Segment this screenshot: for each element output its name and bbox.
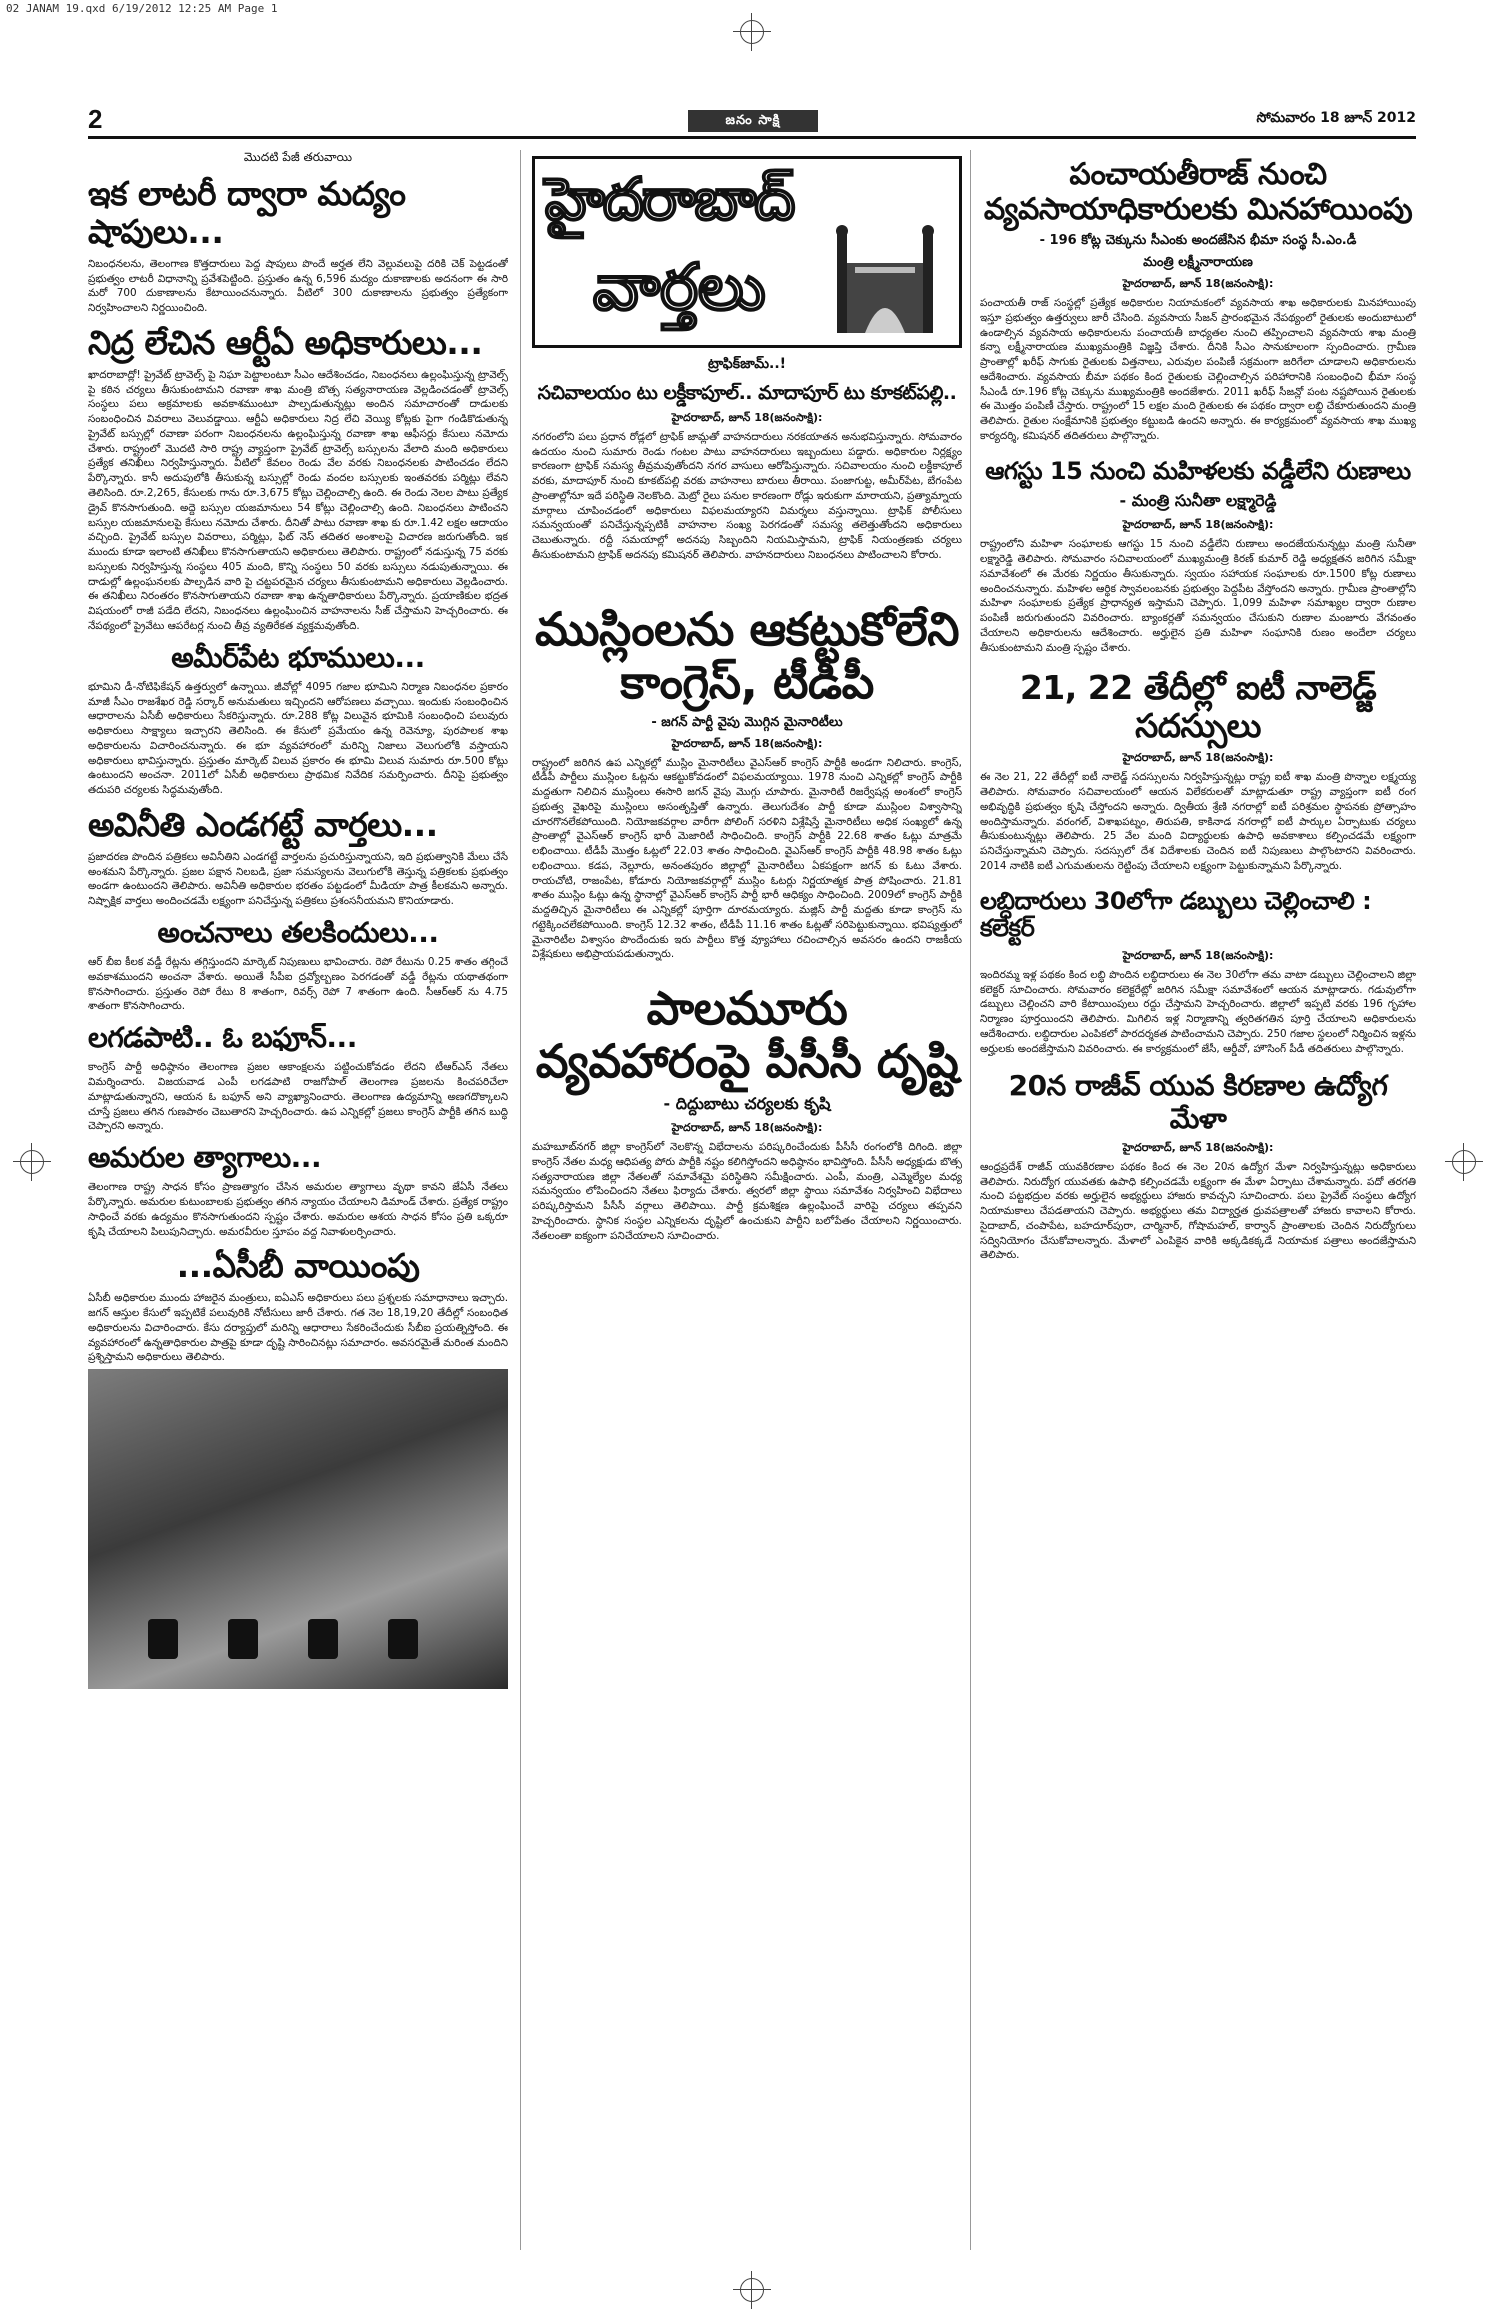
dateline: హైదరాబాద్, జూన్ 18(జనంసాక్షి): [671,410,823,424]
page-header [88,106,1416,139]
issue-date: సోమవారం 18 జూన్ 2012 [1256,110,1416,126]
article-body: ఏసీబీ అధికారుల ముందు హాజరైన మంత్రులు, ఐఏఎస్ అధికారులు పలు ప్రశ్నలకు సమాధానాలు ఇచ్చారు. జగన్ ఆస్తుల కేసులో ఇప్పటికే పలువురికి నోటీసులు జారీ చేశారు. గత నెల 18,19,20 తేదీల్లో సంబంధిత అధికారులను విచారించారు. కేసు దర్యాప్తులో మరిన్ని ఆధారాలు సేకరించేందుకు సీబీఐ ప్రయత్నిస్తోంది. ఈ వ్యవహారంలో ఉన్నతాధికారుల పాత్రపై కూడా దృష్టి సారించినట్లు సమాచారం. అవసరమైతే మరింత మందిని ప్రశ్నిస్తామని అధికారులు తెలిపారు. [88,1292,508,1364]
press-conference-photo [88,1369,508,1689]
headline: నిద్ర లేచిన ఆర్టీఏ అధికారులు... [88,322,483,362]
hyderabad-news-banner [532,156,962,348]
dateline: హైదరాబాద్, జూన్ 18(జనంసాక్షి): [1122,751,1274,765]
microphone-icon [308,1619,338,1659]
headline: 20న రాజీవ్ యువ కిరణాల ఉద్యోగ మేళా [1008,1069,1388,1135]
crop-mark-icon [1452,1150,1476,1174]
subheadline: - మంత్రి సునీతా లక్ష్మారెడ్డి [1119,491,1277,511]
subheadline: - దిద్దుబాటు చర్యలకు కృషి [663,1094,831,1114]
article-body: ఆర్ బీఐ కీలక వడ్డీ రేట్లను తగ్గిస్తుందని మార్కెట్ నిపుణులు భావించారు. రెపో రేటును 0.25 శాతం తగ్గించే అవకాశముందని అంచనా వేశారు. అయితే సీపీఐ ద్రవ్యోల్బణం పెరగడంతో వడ్డీ రేట్లను యథాతథంగా కొనసాగించారు. ప్రస్తుతం రెపో రేటు 8 శాతంగా, రివర్స్ రెపో 7 శాతంగా ఉంది. సీఆర్ఆర్ ను 4.75 శాతంగా కొనసాగించారు. [88,956,508,1013]
headline: 21, 22 తేదీల్లో ఐటీ నాలెడ్జ్ సదస్సులు [1019,668,1377,746]
column-left [88,150,508,2260]
headline: అంచనాలు తలకిందులు... [157,915,439,949]
headline: అమీర్‌పేట భూములు... [171,640,425,674]
article-body: ఆంధ్రప్రదేశ్ రాజీవ్ యువకిరణాల పథకం కింద ఈ నెల 20న ఉద్యోగ మేళా నిర్వహిస్తున్నట్లు అధికారులు తెలిపారు. నిరుద్యోగ యువతకు ఉపాధి కల్పించడమే లక్ష్యంగా ఈ మేళా ఏర్పాటు చేశామన్నారు. పదో తరగతి నుంచి పట్టభద్రుల వరకు అర్హులైన అభ్యర్థులు హాజరు కావచ్చని సూచించారు. పలు ప్రైవేట్ సంస్థలు ఉద్యోగ నియామకాలు చేపడతాయని చెప్పారు. అభ్యర్థులు తమ విద్యార్హత ధ్రువపత్రాలతో హాజరు కావాలని కోరారు. సైదాబాద్, చంపాపేట, బహదూర్‌పురా, చార్మినార్, గోషామహల్, కార్వాన్ ప్రాంతాలకు చెందిన నిరుద్యోగులు సద్వినియోగం చేసుకోవాలన్నారు. మేళాలో ఎంపికైన వారికి అక్కడికక్కడే నియామక పత్రాలు అందజేస్తామని తెలిపారు. [980,1160,1416,1262]
headline: లబ్ధిదారులు 30లోగా డబ్బులు చెల్లించాలి : కలెక్టర్ [980,886,1372,943]
article-body: ప్రజాదరణ పొందిన పత్రికలు అవినీతిని ఎండగట్టే వార్తలను ప్రచురిస్తున్నాయని, ఇది ప్రభుత్వానికి మేలు చేసే అంశమని పేర్కొన్నారు. ప్రజల పక్షాన నిలబడి, ప్రజా సమస్యలను వెలుగులోకి తెస్తున్న పత్రికలకు ప్రభుత్వం అండగా ఉంటుందని తెలిపారు. అవినీతి అధికారుల భరతం పట్టడంలో మీడియా పాత్ర కీలకమని అన్నారు. నిష్పాక్షిక వార్తలు అందించడమే లక్ష్యంగా పనిచేస్తున్న పత్రికలు ప్రశంసనీయమని కొనియాడారు. [88,850,508,908]
dateline: హైదరాబాద్, జూన్ 18(జనంసాక్షి): [1122,518,1274,532]
masthead-logo: జనం సాక్షి [688,110,818,132]
subheadline: - జగన్ పార్టీ వైపు మొగ్గిన మైనారిటీలు [651,714,843,730]
charminar-icon [825,223,945,333]
crop-mark-icon [740,20,764,44]
crop-mark-icon [20,1150,44,1174]
continuation-kicker: మొదటి పేజీ తరువాయి [243,150,353,164]
headline: ముస్లింలను ఆకట్టుకోలేని కాంగ్రెస్, టీడీపీ [534,601,960,709]
article-body: తెలంగాణ రాష్ట్ర సాధన కోసం ప్రాణత్యాగం చేసిన అమరుల త్యాగాలు వృథా కావని జేఏసీ నేతలు పేర్కొన్నారు. అమరుల కుటుంబాలకు ప్రభుత్వం తగిన న్యాయం చేయాలని డిమాండ్ చేశారు. ప్రత్యేక రాష్ట్రం సాధించే వరకు ఉద్యమం కొనసాగుతుందని స్పష్టం చేశారు. అమరుల ఆశయ సాధన కోసం ప్రతి ఒక్కరూ కృషి చేయాలని పిలుపునిచ్చారు. అమరవీరుల స్తూపం వద్ద నివాళులర్పించారు. [88,1181,508,1238]
crop-mark-icon [740,2278,764,2302]
article-body: కాంగ్రెస్ పార్టీ అధిష్ఠానం తెలంగాణ ప్రజల ఆకాంక్షలను పట్టించుకోవడం లేదని టీఆర్ఎస్ నేతలు విమర్శించారు. విజయవాడ ఎంపీ లగడపాటి రాజగోపాల్ తెలంగాణ ప్రజలను కించపరిచేలా మాట్లాడుతున్నారని, ఆయన ఓ బఫూన్ అని వ్యాఖ్యానించారు. తెలంగాణ ఉద్యమాన్ని అణగదొక్కాలని చూస్తే ప్రజలు తగిన గుణపాఠం చెబుతారని హెచ్చరించారు. ఉప ఎన్నికల్లో ప్రజలు కాంగ్రెస్ పార్టీకి తగిన బుద్ధి చెప్పారని అన్నారు. [88,1061,508,1133]
article-body: ఇందిరమ్మ ఇళ్ల పథకం కింద లబ్ధి పొందిన లబ్ధిదారులు ఈ నెల 30లోగా తమ వాటా డబ్బులు చెల్లించాలని జిల్లా కలెక్టర్ సూచించారు. సోమవారం కలెక్టరేట్లో జరిగిన సమీక్షా సమావేశంలో ఆయన మాట్లాడారు. గడువులోగా డబ్బులు చెల్లించని వారి కేటాయింపులు రద్దు చేస్తామని హెచ్చరించారు. జిల్లాలో ఇప్పటి వరకు 196 గృహాల నిర్మాణం పూర్తయిందని తెలిపారు. మిగిలిన ఇళ్ల నిర్మాణాన్ని త్వరితగతిన పూర్తి చేయాలని అధికారులను ఆదేశించారు. లబ్ధిదారుల ఎంపికలో పారదర్శకత పాటించామని చెప్పారు. 250 గజాల స్థలంలో నిర్మించిన ఇళ్లను అర్హులకు అందజేస్తామని వివరించారు. ఈ కార్యక్రమంలో జేసీ, ఆర్డీవో, హౌసింగ్ పీడీ తదితరులు పాల్గొన్నారు. [980,968,1416,1055]
headline: లగడపాటి.. ఓ బఫూన్... [88,1021,357,1055]
dateline: హైదరాబాద్, జూన్ 18(జనంసాక్షి): [671,736,823,750]
microphone-icon [388,1619,418,1659]
column-rule [970,150,971,2250]
headline: పాలమూరు వ్యవహారంపై పీసీసీ దృష్టి [535,981,959,1089]
column-right [980,150,1416,2260]
dateline: హైదరాబాద్, జూన్ 18(జనంసాక్షి): [1122,277,1274,290]
article-body: పంచాయతీ రాజ్ సంస్థల్లో ప్రత్యేక అధికారుల నియామకంలో వ్యవసాయ శాఖ అధికారులకు మినహాయింపు ఇస్తూ ప్రభుత్వం ఉత్తర్వులు జారీ చేసింది. వ్యవసాయ సీజన్ ప్రారంభమైన నేపథ్యంలో రైతులకు అందుబాటులో ఉండాల్సిన వ్యవసాయ అధికారులను పంచాయతీ బాధ్యతల నుంచి తప్పించాలని వ్యవసాయ శాఖ మంత్రి కన్నా లక్ష్మీనారాయణ ముఖ్యమంత్రికి విజ్ఞప్తి చేశారు. దీనికి సీఎం సానుకూలంగా స్పందించారు. గ్రామీణ ప్రాంతాల్లో ఖరీఫ్ సాగుకు రైతులకు విత్తనాలు, ఎరువుల పంపిణీ సక్రమంగా జరిగేలా చూడాలని అధికారులను ఆదేశించారు. వ్యవసాయ బీమా పథకం కింద రైతులకు చెల్లించాల్సిన పరిహారానికి సంబంధించి భీమా సంస్థ సీఎండీ రూ.196 కోట్ల చెక్కును ముఖ్యమంత్రికి అందజేశారు. 2011 ఖరీఫ్ సీజన్లో పంట నష్టపోయిన రైతులకు ఈ మొత్తం పంపిణీ చేస్తారు. రాష్ట్రంలో 15 లక్షల మంది రైతులకు ఈ పథకం ద్వారా లబ్ధి చేకూరుతుందని మంత్రి తెలిపారు. రైతుల సంక్షేమానికి ప్రభుత్వం కట్టుబడి ఉందని అన్నారు. ఈ కార్యక్రమంలో వ్యవసాయ శాఖ ముఖ్య కార్యదర్శి, కమిషనర్ తదితరులు పాల్గొన్నారు. [980,297,1416,442]
headline: పంచాయతీరాజ్ నుంచి వ్యవసాయాధికారులకు మినహాయింపు [983,157,1413,227]
headline: ఆగస్టు 15 నుంచి మహిళలకు వడ్డీలేని రుణాలు [985,456,1411,485]
subheadline: మంత్రి లక్ష్మీనారాయణ [1143,255,1253,270]
headline: ఇక లాటరీ ద్వారా మద్యం షాపులు... [88,174,406,251]
article-body: నిబంధనలను, తెలంగాణ కొత్తదారులు పెద్ద షాపులు పొందే అర్హత లేని వెల్లువలుపై దరికి చెక్ పెట్టడంతో ప్రభుత్వం లాటరీ విధానాన్ని ప్రవేశపెట్టింది. ప్రస్తుతం ఉన్న 6,596 మద్యం దుకాణాలకు అదనంగా ఈ సారి మరో 700 దుకాణాలను కేటాయించనున్నారు. వీటిలో 300 దుకాణాలను ప్రభుత్వం ప్రత్యేకంగా నిర్వహించాలని నిర్ణయించింది. [88,257,508,315]
dateline: హైదరాబాద్, జూన్ 18(జనంసాక్షి): [1122,1140,1274,1154]
microphone-icon [148,1619,178,1659]
article-body: రాష్ట్రంలోని మహిళా సంఘాలకు ఆగస్టు 15 నుంచి వడ్డీలేని రుణాలు అందజేయనున్నట్లు మంత్రి సునీతా లక్ష్మారెడ్డి తెలిపారు. సోమవారం సచివాలయంలో ముఖ్యమంత్రి కిరణ్ కుమార్ రెడ్డి అధ్యక్షతన జరిగిన సమీక్షా సమావేశంలో ఈ మేరకు నిర్ణయం తీసుకున్నారు. స్వయం సహాయక సంఘాలకు రూ.1500 కోట్ల రుణాలు అందించనున్నారు. మహిళల ఆర్థిక స్వావలంబనకు ప్రభుత్వం పెద్దపీట వేస్తోందని అన్నారు. గ్రామీణ ప్రాంతాల్లోని మహిళా సంఘాలకు ప్రత్యేక ప్రాధాన్యత ఇస్తామని చెప్పారు. 1,099 మహిళా సమాఖ్యల ద్వారా రుణాల పంపిణీ జరుగుతుందని వివరించారు. బ్యాంకర్లతో సమన్వయం చేసుకుని రుణాల మంజూరు వేగవంతం చేయాలని అధికారులను ఆదేశించారు. అర్హులైన ప్రతి మహిళా సంఘానికి రుణం అందేలా చర్యలు తీసుకుంటామని మంత్రి స్పష్టం చేశారు. [980,538,1416,654]
dateline: హైదరాబాద్, జూన్ 18(జనంసాక్షి): [671,1121,823,1135]
article-body: ఖాదరాబాద్లో! ప్రైవేట్ ట్రావెల్స్ పై నిఘా పెట్టాలంటూ సీఎం ఆదేశించడం, నిబంధనలు ఉల్లంఘిస్తున్న ట్రావెల్స్ పై కఠిన చర్యలు తీసుకుంటామని రవాణా శాఖ మంత్రి బొత్స సత్యనారాయణ వెల్లడించడంతో ట్రావెల్స్ సంస్థలు పలు అక్రమాలకు అవకాశముంటూ పాల్పడుతున్నట్లు అందిన సమాచారంతో దాడులకు సంబంధించిన వివరాలు వెలువడ్డాయి. ఆర్టీఏ అధికారులు నిద్ర లేచి వెయ్యి కోట్లకు పైగా గండికొడుతున్న ప్రైవేట్ బస్సుల్లో రవాణా పరంగా నిబంధనలను ఉల్లంఘిస్తున్న రవాణా శాఖ ఆఫీసర్లు కేసులు నమోదు చేశారు. రాష్ట్రంలో మొదటి సారి రాష్ట్ర వ్యాప్తంగా ప్రైవేట్ ట్రావెల్స్ బస్సులను వేలాది మంది అధికారులు ప్రత్యేక తనిఖీలు నిర్వహిస్తున్నారు. వీటిలో కేవలం రెండు వేల వరకు నిబంధనలకు పాటించడం లేదని పేర్కొన్నారు. కానీ అదుపులోకి తీసుకున్న బస్సుల్లో రెండు వందల బస్సులకు ఇంతవరకు పర్మిట్లు లేవని తెలిసింది. రూ.2,265, కేసులకు గాను రూ.3,675 కోట్లు చెల్లించాల్సి ఉంది. ఈ రెండు నెలల పాటు ప్రత్యేక డ్రైవ్ కొనసాగుతుంది. అద్దె బస్సుల యజమానులు 54 కోట్లు చెల్లించాల్సి ఉంది. నిబంధనలు పాటించని బస్సుల యజమానులపై కేసులు నమోదు చేశారు. దీనితో పాటు రవాణా శాఖ కు రూ.1.42 లక్షల ఆదాయం వచ్చింది. ప్రైవేట్ బస్సుల వివరాలు, పర్మిట్లు, ఫిట్ నెస్ తదితర అంశాలపై విచారణ జరుగుతోంది. ఇక ముందు కూడా ఇలాంటి తనిఖీలు కొనసాగుతాయని అధికారులు తెలిపారు. రాష్ట్రంలో నడుస్తున్న 75 వరకు బస్సులకు నిర్వహిస్తున్న సంస్థలు 405 మంది, కొన్ని సంస్థలు 50 వరకు బస్సులు నడుపుతున్నాయి. ఈ దాడుల్లో ఉల్లంఘనలకు పాల్పడిన వారి పై చట్టపరమైన చర్యలు తీసుకుంటామని అధికారులు వెల్లడించారు. ఈ తనిఖీలు నిరంతరం కొనసాగుతాయని రవాణా శాఖ ఉన్నతాధికారులు పేర్కొన్నారు. ప్రయాణికుల భద్రత విషయంలో రాజీ పడేది లేదని, నిబంధనలు ఉల్లంఘించిన వాహనాలను సీజ్ చేస్తామని హెచ్చరించారు. ఈ నేపథ్యంలో ప్రైవేటు ఆపరేటర్ల నుంచి తీవ్ర వ్యతిరేకత వ్యక్తమవుతోంది. [88,368,508,632]
dateline: హైదరాబాద్, జూన్ 18(జనంసాక్షి): [1122,948,1274,962]
headline: సచివాలయం టు లక్డీకాపూల్.. మాదాపూర్ టు కూకట్‌పల్లి.. [537,382,957,404]
article-body: రాష్ట్రంలో జరిగిన ఉప ఎన్నికల్లో ముస్లిం మైనారిటీలు వైఎస్ఆర్ కాంగ్రెస్ పార్టీకి అండగా నిలిచారు. కాంగ్రెస్, టీడీపీ పార్టీలు ముస్లింల ఓట్లను ఆకట్టుకోవడంలో విఫలమయ్యాయి. 1978 నుంచి ఎన్నికల్లో కాంగ్రెస్ పార్టీకి మద్దతుగా నిలిచిన ముస్లింలు ఈసారి జగన్ వైపు మొగ్గు చూపారు. మైనారిటీ రిజర్వేషన్ల అంశంలో కాంగ్రెస్ ప్రభుత్వ వైఖరిపై ముస్లింలు అసంతృప్తితో ఉన్నారు. తెలుగుదేశం పార్టీ కూడా ముస్లింల విశ్వాసాన్ని చూరగొనలేకపోయింది. నియోజకవర్గాల వారీగా పోలింగ్ సరళిని విశ్లేషిస్తే మైనారిటీలు అధిక సంఖ్యలో ఉన్న ప్రాంతాల్లో వైఎస్ఆర్ కాంగ్రెస్ భారీ మెజారిటీ సాధించింది. కాంగ్రెస్ పార్టీకి 22.68 శాతం ఓట్లు మాత్రమే లభించాయి. టీడీపీ మొత్తం ఓట్లలో 22.03 శాతం సాధించింది. వైఎస్ఆర్ కాంగ్రెస్ పార్టీకి 48.98 శాతం ఓట్లు లభించాయి. కడప, నెల్లూరు, అనంతపురం జిల్లాల్లో మైనారిటీలు ఏకపక్షంగా జగన్ కు ఓటు వేశారు. రాయచోటి, రాజంపేట, కోడూరు నియోజకవర్గాల్లో ముస్లిం ఓటర్లు నిర్ణయాత్మక పాత్ర పోషించారు. 21.81 శాతం ముస్లిం ఓట్లు ఉన్న స్థానాల్లో వైఎస్ఆర్ కాంగ్రెస్ పార్టీ భారీ ఆధిక్యం సాధించింది. 2009లో కాంగ్రెస్ పార్టీకి మద్దతిచ్చిన మైనారిటీలు ఈ ఎన్నికల్లో పూర్తిగా దూరమయ్యారు. మజ్లిస్ పార్టీ మద్దతు కూడా కాంగ్రెస్ ను గట్టెక్కించలేకపోయింది. కాంగ్రెస్ 12.32 శాతం, టీడీపీ 11.16 శాతం ఓట్లతో సరిపెట్టుకున్నాయి. భవిష్యత్తులో మైనారిటీల విశ్వాసం పొందేందుకు ఇరు పార్టీలు కొత్త వ్యూహాలు రచించాల్సిన అవసరం ఉందని రాజకీయ విశ్లేషకులు అభిప్రాయపడుతున్నారు. [532,756,962,961]
article-body: మహబూబ్‌నగర్ జిల్లా కాంగ్రెస్‌లో నెలకొన్న విభేదాలను పరిష్కరించేందుకు పీసీసీ రంగంలోకి దిగింది. జిల్లా కాంగ్రెస్ నేతల మధ్య ఆధిపత్య పోరు పార్టీకి నష్టం కలిగిస్తోందని అధిష్ఠానం భావిస్తోంది. పీసీసీ అధ్యక్షుడు బొత్స సత్యనారాయణ జిల్లా నేతలతో సమావేశమై పరిస్థితిని సమీక్షించారు. ఎంపీ, మంత్రి, ఎమ్మెల్యేల మధ్య సమన్వయం లోపించిందని నేతలు ఫిర్యాదు చేశారు. త్వరలో జిల్లా స్థాయి సమావేశం నిర్వహించి విభేదాలు పరిష్కరిస్తామని పీసీసీ వర్గాలు తెలిపాయి. పార్టీ క్రమశిక్షణ ఉల్లంఘించే వారిపై చర్యలు తప్పవని హెచ్చరించారు. స్థానిక సంస్థల ఎన్నికలను దృష్టిలో ఉంచుకుని పార్టీని బలోపేతం చేయాలని నిర్ణయించారు. నేతలంతా ఐక్యంగా పనిచేయాలని సూచించారు. [532,1141,962,1242]
banner-subtitle: వార్తలు [593,251,766,325]
article-body: భూమిని డీ-నోటిఫికేషన్ ఉత్తర్వులో ఉన్నాయి. జీవోల్లో 4095 గజాల భూమిని నిర్మాణ నిబంధనల ప్రకారం మాజీ సీఎం రాజశేఖర రెడ్డి సర్కార్ అనుమతులు ఇచ్చిందని ఆరోపణలు వచ్చాయి. ఇందుకు సంబంధించిన ఆధారాలను ఏసీబీ అధికారులు సేకరిస్తున్నారు. రూ.288 కోట్ల విలువైన భూమికి సంబంధించి పలువురు అధికారులు సాక్ష్యాలు ఇచ్చారని తెలిసింది. ఈ కేసులో ప్రమేయం ఉన్న రెవెన్యూ, పురపాలక శాఖ అధికారులను విచారించనున్నారు. ఈ భూ వ్యవహారంలో మరిన్ని నిజాలు వెలుగులోకి వస్తాయని అధికారులు భావిస్తున్నారు. ప్రస్తుతం మార్కెట్ విలువ ప్రకారం ఈ భూమి విలువ సుమారు రూ.500 కోట్లు ఉంటుందని అంచనా. 2011లో ఏసీబీ అధికారులు ప్రాథమిక నివేదిక సమర్పించారు. దీనిపై ప్రభుత్వం తదుపరి చర్యలకు సిద్ధమవుతోంది. [88,680,508,797]
article-body: ఈ నెల 21, 22 తేదీల్లో ఐటీ నాలెడ్జ్ సదస్సులను నిర్వహిస్తున్నట్లు రాష్ట్ర ఐటీ శాఖ మంత్రి పొన్నాల లక్ష్మయ్య తెలిపారు. సోమవారం సచివాలయంలో ఆయన విలేకరులతో మాట్లాడుతూ రాష్ట్ర వ్యాప్తంగా ఐటీ రంగ అభివృద్ధికి ప్రభుత్వం కృషి చేస్తోందని అన్నారు. ద్వితీయ శ్రేణి నగరాల్లో ఐటీ పరిశ్రమల స్థాపనకు ప్రోత్సాహం అందిస్తామన్నారు. వరంగల్, విశాఖపట్నం, తిరుపతి, కాకినాడ నగరాల్లో ఐటీ పార్కుల ఏర్పాటుకు చర్యలు తీసుకుంటున్నట్లు తెలిపారు. 25 వేల మంది విద్యార్థులకు ఉపాధి అవకాశాలు కల్పించడమే లక్ష్యంగా పనిచేస్తున్నామని చెప్పారు. సదస్సులో దేశ విదేశాలకు చెందిన ఐటీ నిపుణులు పాల్గొంటారని వివరించారు. 2014 నాటికి ఐటీ ఎగుమతులను రెట్టింపు చేయాలని లక్ష్యంగా పెట్టుకున్నామని పేర్కొన్నారు. [980,771,1416,872]
subheadline: - 196 కోట్ల చెక్కును సీఎంకు అందజేసిన భీమా సంస్థ సీ.ఎం.డీ [1039,233,1357,248]
headline: ...ఏసీబీ వాయింపు [176,1246,420,1286]
headline: అమరుల త్యాగాలు... [88,1141,322,1175]
print-slug: 02 JANAM 19.qxd 6/19/2012 12:25 AM Page 1 [6,2,278,15]
column-rule [520,150,521,2250]
headline: అవినీతి ఎండగట్టే వార్తలు... [88,804,438,844]
microphone-icon [228,1619,258,1659]
page-number: 2 [88,104,103,134]
article-body: నగరంలోని పలు ప్రధాన రోడ్లలో ట్రాఫిక్ జామ్లతో వాహనదారులు నరకయాతన అనుభవిస్తున్నారు. సోమవారం ఉదయం నుంచి సుమారు రెండు గంటల పాటు వాహనదారులు ఇబ్బందులు పడ్డారు. అధికారుల నిర్లక్ష్యం కారణంగా ట్రాఫిక్ సమస్య తీవ్రమవుతోందని నగర వాసులు ఆరోపిస్తున్నారు. సచివాలయం నుంచి లక్డీకాపూల్ వరకు, మాదాపూర్ నుంచి కూకట్‌పల్లి వరకు వాహనాలు బారులు తీరాయి. పంజాగుట్ట, అమీర్‌పేట, బేగంపేట ప్రాంతాల్లోనూ ఇదే పరిస్థితి నెలకొంది. మెట్రో రైలు పనుల కారణంగా రోడ్లు ఇరుకుగా మారాయని, ప్రత్యామ్నాయ మార్గాలు చూపించడంలో అధికారులు విఫలమయ్యారని విమర్శలు వస్తున్నాయి. ట్రాఫిక్ పోలీసులు సమన్వయంతో పనిచేస్తున్నప్పటికీ వాహనాల సంఖ్య పెరగడంతో సమస్య తలెత్తుతోందని అధికారులు చెబుతున్నారు. రద్దీ సమయాల్లో అదనపు సిబ్బందిని నియమిస్తామని, ట్రాఫిక్ నియంత్రణకు చర్యలు తీసుకుంటామని ట్రాఫిక్ అదనపు కమిషనర్ తెలిపారు. వాహనదారులు నిబంధనలు పాటించాలని కోరారు. [532,430,962,561]
section-kicker: ట్రాఫిక్‌జామ్..! [707,356,787,372]
banner-title: హైదరాబాద్ [545,165,794,233]
column-center [532,150,962,2260]
